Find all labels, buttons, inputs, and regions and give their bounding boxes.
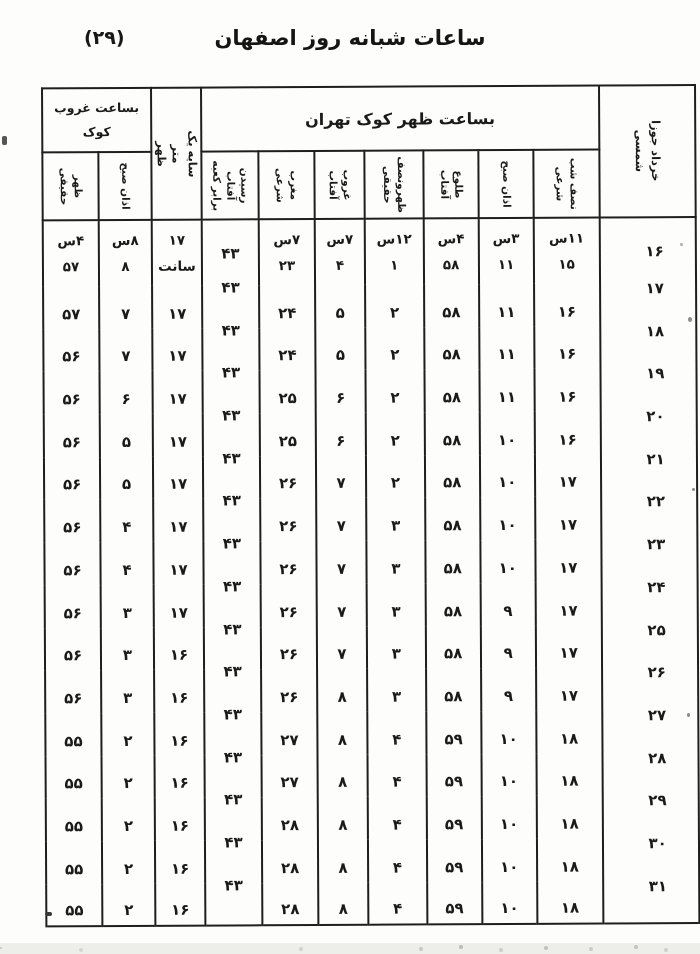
- table-row: [45, 582, 698, 628]
- col-header-legal-maghrib: مغرب شرعی: [258, 151, 314, 219]
- cell-legal-midnight: ۱۷: [535, 497, 601, 540]
- cell-legal-midnight: ۱۶: [534, 369, 600, 412]
- cell-legal-maghrib: ۲۶: [261, 669, 317, 712]
- cell-legal-maghrib: ۲۴: [259, 328, 315, 371]
- cell-true-noon-sunset: ۵۶: [44, 500, 100, 543]
- cell-sunset: ۷س ۴: [315, 219, 365, 285]
- cell-sun-over-kaaba: ۴۳: [204, 669, 261, 712]
- cell-morning-azan: ۱۱: [479, 369, 534, 412]
- cell-morning-azan-sunset: ۲: [102, 883, 155, 926]
- cell-sunrise: ۵۸: [425, 455, 480, 498]
- cell-legal-maghrib: ۲۵: [260, 413, 316, 456]
- scan-artifact: [0, 943, 700, 954]
- cell-true-noon: ۴: [368, 754, 427, 797]
- cell-sunrise: ۵۸: [426, 668, 481, 711]
- cell-sun-over-kaaba: ۴۳: [205, 798, 262, 841]
- cell-sunset: ۵: [315, 327, 365, 370]
- cell-sun-over-kaaba: ۴۳: [204, 627, 261, 670]
- cell-date: ۳۰: [603, 838, 699, 881]
- cell-legal-midnight: ۱۷: [536, 625, 602, 668]
- table-body: [43, 217, 699, 927]
- cell-true-noon-sunset: ۵۵: [46, 756, 102, 799]
- cell-sun-over-kaaba: ۴۳: [203, 456, 260, 499]
- cell-morning-azan-sunset: ۲: [102, 755, 155, 798]
- cell-sun-over-kaaba: ۴۳: [204, 712, 261, 755]
- col-header-sunset: غروب آفتاب: [314, 151, 364, 219]
- cell-noon-shadow: ۱۷: [152, 286, 202, 329]
- cell-noon-shadow: ۱۷: [152, 328, 202, 371]
- cell-sunset: ۷: [317, 626, 367, 669]
- cell-true-noon: ۲: [365, 327, 424, 370]
- table-row: [45, 667, 698, 713]
- table-header: [42, 85, 695, 220]
- cell-morning-azan-sunset: ۴: [100, 499, 153, 542]
- cell-noon-shadow: ۱۶: [155, 841, 205, 884]
- col-header-solar-date: خرداد جوزا شمسی: [599, 85, 696, 218]
- cell-legal-maghrib: ۲۶: [260, 498, 316, 541]
- cell-morning-azan: ۱۱: [479, 327, 534, 370]
- cell-morning-azan: ۹: [481, 625, 536, 668]
- cell-true-noon-sunset: ۵۶: [45, 628, 101, 671]
- cell-true-noon-sunset: ۵۶: [44, 414, 100, 457]
- cell-true-noon: ۴: [368, 797, 427, 840]
- cell-true-noon: ۴: [368, 882, 427, 925]
- table-row: [43, 326, 696, 372]
- cell-sunset: ۶: [315, 370, 365, 413]
- cell-legal-midnight: ۱۸: [536, 796, 602, 839]
- cell-sunrise: ۵۸: [425, 540, 480, 583]
- table-row: [46, 795, 699, 841]
- cell-noon-shadow: ۱۶: [154, 627, 204, 670]
- table-row: [46, 753, 699, 799]
- cell-sunrise: ۵۹: [427, 839, 482, 882]
- cell-sunset: ۸: [318, 797, 368, 840]
- cell-morning-azan: ۱۰: [481, 711, 536, 754]
- cell-sunrise: ۵۸: [424, 412, 479, 455]
- cell-sunrise: ۵۸: [426, 626, 481, 669]
- cell-sunrise: ۴س ۵۸: [423, 218, 478, 284]
- cell-morning-azan: ۱۰: [482, 839, 537, 882]
- cell-morning-azan-sunset: ۵: [100, 414, 153, 457]
- cell-true-noon: ۲: [365, 370, 424, 413]
- cell-sunset: ۸: [318, 882, 368, 925]
- cell-true-noon-sunset: ۵۷: [43, 286, 99, 329]
- cell-morning-azan-sunset: ۷: [99, 329, 152, 372]
- cell-sunset: ۷: [316, 541, 366, 584]
- cell-sun-over-kaaba: ۴۳: [202, 285, 259, 328]
- cell-morning-azan-sunset: ۳: [101, 670, 154, 713]
- table-row: [43, 283, 696, 329]
- cell-legal-maghrib: ۲۶: [261, 584, 317, 627]
- table-row: [44, 411, 697, 457]
- cell-true-noon-sunset: ۵۶: [45, 585, 101, 628]
- cell-sun-over-kaaba: ۴۳: [205, 840, 262, 883]
- cell-legal-maghrib: ۲۶: [260, 456, 316, 499]
- col-header-legal-midnight: نصف شب شرعی: [533, 150, 599, 218]
- cell-sunset: ۵: [315, 285, 365, 328]
- cell-true-noon: ۲: [366, 455, 425, 498]
- table-row: [43, 368, 696, 414]
- cell-date: ۲۹: [602, 795, 698, 838]
- cell-legal-midnight: ۱۸: [536, 710, 602, 753]
- cell-sunrise: ۵۹: [427, 882, 482, 925]
- cell-legal-midnight: ۱۶: [534, 284, 600, 327]
- cell-morning-azan: ۹: [481, 668, 536, 711]
- cell-sun-over-kaaba: ۴۳: [202, 371, 259, 414]
- cell-true-noon-sunset: ۵۵: [46, 841, 102, 884]
- cell-date: ۲۶: [602, 667, 698, 710]
- cell-true-noon-sunset: ۵۵: [46, 884, 102, 927]
- cell-true-noon-sunset: ۵۶: [44, 542, 100, 585]
- cell-sunrise: ۵۹: [426, 754, 481, 797]
- cell-legal-maghrib: ۲۸: [262, 840, 318, 883]
- cell-date: ۱۸: [600, 326, 696, 369]
- col-header-sun-over-kaaba: رسیدن آفتاب برابر کعبه: [201, 151, 258, 219]
- cell-true-noon: ۲: [366, 412, 425, 455]
- cell-morning-azan-sunset: ۲: [102, 798, 155, 841]
- cell-morning-azan: ۱۱: [479, 284, 534, 327]
- cell-legal-maghrib: ۲۶: [261, 626, 317, 669]
- cell-legal-maghrib: ۲۵: [259, 370, 315, 413]
- cell-date: ۲۸: [602, 753, 698, 796]
- cell-sun-over-kaaba: ۴۳: [205, 883, 262, 926]
- table-row: [44, 454, 697, 500]
- cell-morning-azan: ۱۰: [480, 497, 535, 540]
- col-header-true-noon-sunset-clock: ظهر حقیقی: [42, 152, 98, 220]
- cell-legal-midnight: ۱۷: [535, 582, 601, 625]
- scan-artifact: [687, 713, 690, 717]
- col-header-noon-shadow: سایه یک متر ظهر: [151, 88, 202, 220]
- col-header-morning-azan: اذان صبح: [478, 150, 533, 218]
- cell-morning-azan: ۱۰: [480, 540, 535, 583]
- cell-noon-shadow: ۱۶: [155, 755, 205, 798]
- cell-true-noon-sunset: ۵۶: [43, 329, 99, 372]
- cell-true-noon: ۲: [365, 284, 424, 327]
- cell-morning-azan: ۹: [480, 583, 535, 626]
- cell-noon-shadow: ۱۶: [154, 670, 204, 713]
- cell-legal-midnight: ۱۷: [536, 668, 602, 711]
- cell-true-noon-sunset: ۴س ۵۷: [43, 220, 99, 286]
- cell-morning-azan: ۳س ۱۱: [478, 218, 533, 284]
- cell-morning-azan-sunset: ۷: [99, 286, 152, 329]
- cell-legal-midnight: ۱۶: [534, 326, 600, 369]
- cell-noon-shadow: ۱۶: [155, 798, 205, 841]
- cell-legal-midnight: ۱۶: [534, 412, 600, 455]
- cell-sunset: ۸: [317, 669, 367, 712]
- cell-true-noon: ۳: [366, 498, 425, 541]
- cell-morning-azan-sunset: ۵: [100, 457, 153, 500]
- cell-legal-midnight: ۱۸: [536, 753, 602, 796]
- cell-sunrise: ۵۸: [425, 583, 480, 626]
- cell-sun-over-kaaba: ۴۳: [202, 328, 259, 371]
- cell-date: ۳۱: [603, 881, 699, 924]
- table-row: [43, 217, 696, 286]
- table-row: [46, 838, 699, 884]
- cell-true-noon: ۴: [368, 839, 427, 882]
- cell-morning-azan-sunset: ۲: [101, 713, 154, 756]
- cell-morning-azan-sunset: ۶: [99, 371, 152, 414]
- cell-sun-over-kaaba: ۴۳: [203, 413, 260, 456]
- cell-noon-shadow: ۱۷: [153, 499, 203, 542]
- cell-legal-midnight: ۱۱س ۱۵: [533, 218, 599, 284]
- scan-artifact: [692, 488, 695, 491]
- cell-noon-shadow: ۱۷ سانت: [152, 220, 202, 286]
- cell-date: ۲۷: [602, 710, 698, 753]
- group-header-tehran-noon-clock: بساعت ظهر کوک تهران: [201, 86, 599, 152]
- cell-legal-midnight: ۱۷: [535, 540, 601, 583]
- cell-morning-azan-sunset: ۳: [101, 627, 154, 670]
- cell-sunset: ۶: [316, 413, 366, 456]
- cell-legal-midnight: ۱۸: [537, 838, 603, 881]
- times-table: [41, 84, 700, 928]
- cell-legal-maghrib: ۲۸: [262, 883, 318, 926]
- cell-date: ۲۴: [601, 582, 697, 625]
- cell-morning-azan: ۱۰: [481, 753, 536, 796]
- cell-sunrise: ۵۸: [424, 327, 479, 370]
- cell-noon-shadow: ۱۷: [153, 414, 203, 457]
- table-row: [46, 881, 699, 927]
- group-header-sunset-clock: بساعت غروب کوک: [42, 88, 151, 153]
- cell-noon-shadow: ۱۷: [153, 542, 203, 585]
- cell-morning-azan: ۱۰: [481, 796, 536, 839]
- cell-noon-shadow: ۱۷: [154, 584, 204, 627]
- cell-date: ۱۹: [600, 368, 696, 411]
- cell-sun-over-kaaba: ۴۳: [203, 499, 260, 542]
- scan-artifact: [0, 947, 2, 949]
- cell-true-noon: ۳: [367, 626, 426, 669]
- cell-noon-shadow: ۱۶: [154, 712, 204, 755]
- cell-date: ۱۷: [600, 283, 696, 326]
- cell-true-noon-sunset: ۵۶: [44, 457, 100, 500]
- cell-sunrise: ۵۹: [426, 711, 481, 754]
- col-header-sunrise: طلوع آفتاب: [423, 150, 478, 218]
- cell-sunset: ۸: [318, 754, 368, 797]
- page-title: ساعات شبانه روز اصفهان: [214, 26, 486, 50]
- cell-morning-azan-sunset: ۴: [100, 542, 153, 585]
- cell-date: ۲۳: [601, 539, 697, 582]
- cell-noon-shadow: ۱۶: [155, 883, 205, 926]
- cell-legal-maghrib: ۲۸: [262, 797, 318, 840]
- cell-sunrise: ۵۸: [424, 370, 479, 413]
- cell-legal-midnight: ۱۷: [535, 454, 601, 497]
- cell-true-noon-sunset: ۵۶: [45, 670, 101, 713]
- cell-sunset: ۷: [316, 498, 366, 541]
- cell-date: ۲۱: [601, 454, 697, 497]
- cell-noon-shadow: ۱۷: [153, 456, 203, 499]
- cell-sunset: ۸: [318, 840, 368, 883]
- title-bar: [0, 26, 700, 60]
- col-header-morning-azan-sunset-clock: اذان صبح: [98, 152, 151, 220]
- col-header-true-noon: ظهرونصف حقیقی: [364, 150, 423, 218]
- cell-date: ۲۲: [601, 496, 697, 539]
- cell-date: ۱۶: [599, 217, 695, 284]
- cell-true-noon-sunset: ۵۵: [46, 798, 102, 841]
- cell-sunrise: ۵۹: [426, 796, 481, 839]
- prayer-times-table: [41, 84, 700, 928]
- cell-legal-maghrib: ۲۷: [262, 755, 318, 798]
- cell-sunset: ۷: [317, 584, 367, 627]
- cell-legal-midnight: ۱۸: [537, 881, 603, 924]
- cell-morning-azan: ۱۰: [480, 455, 535, 498]
- cell-morning-azan: ۱۰: [482, 881, 537, 924]
- cell-morning-azan-sunset: ۲: [102, 841, 155, 884]
- cell-legal-maghrib: ۲۶: [260, 541, 316, 584]
- cell-legal-maghrib: ۲۴: [259, 285, 315, 328]
- cell-morning-azan-sunset: ۸س ۸: [99, 220, 152, 286]
- cell-sunrise: ۵۸: [425, 498, 480, 541]
- table-row: [44, 496, 697, 542]
- cell-sunset: ۸: [317, 712, 367, 755]
- cell-noon-shadow: ۱۷: [152, 371, 202, 414]
- cell-sun-over-kaaba: ۴۳: [203, 541, 260, 584]
- scan-artifact: [680, 243, 683, 246]
- cell-true-noon-sunset: ۵۵: [45, 713, 101, 756]
- scan-artifact: [688, 317, 692, 322]
- cell-date: ۲۵: [602, 624, 698, 667]
- cell-sun-over-kaaba: ۴۳: [202, 219, 259, 285]
- cell-sunset: ۷: [316, 455, 366, 498]
- cell-sun-over-kaaba: ۴۳: [205, 755, 262, 798]
- cell-morning-azan: ۱۰: [479, 412, 534, 455]
- table-row: [44, 539, 697, 585]
- cell-true-noon-sunset: ۵۶: [43, 372, 99, 415]
- table-row: [45, 624, 698, 670]
- table-row: [45, 710, 698, 756]
- scan-artifact: [45, 912, 52, 916]
- cell-legal-maghrib: ۷س ۲۳: [259, 219, 315, 285]
- cell-sun-over-kaaba: ۴۳: [204, 584, 261, 627]
- cell-true-noon: ۱۲س ۱: [365, 218, 424, 284]
- cell-sunrise: ۵۸: [424, 284, 479, 327]
- cell-morning-azan-sunset: ۳: [101, 585, 154, 628]
- cell-true-noon: ۳: [367, 583, 426, 626]
- cell-legal-maghrib: ۲۷: [261, 712, 317, 755]
- cell-true-noon: ۳: [367, 669, 426, 712]
- cell-date: ۲۰: [600, 411, 696, 454]
- cell-true-noon: ۳: [366, 541, 425, 584]
- scan-artifact: [2, 136, 7, 145]
- page-number: (۲۹): [84, 27, 125, 49]
- cell-true-noon: ۴: [367, 711, 426, 754]
